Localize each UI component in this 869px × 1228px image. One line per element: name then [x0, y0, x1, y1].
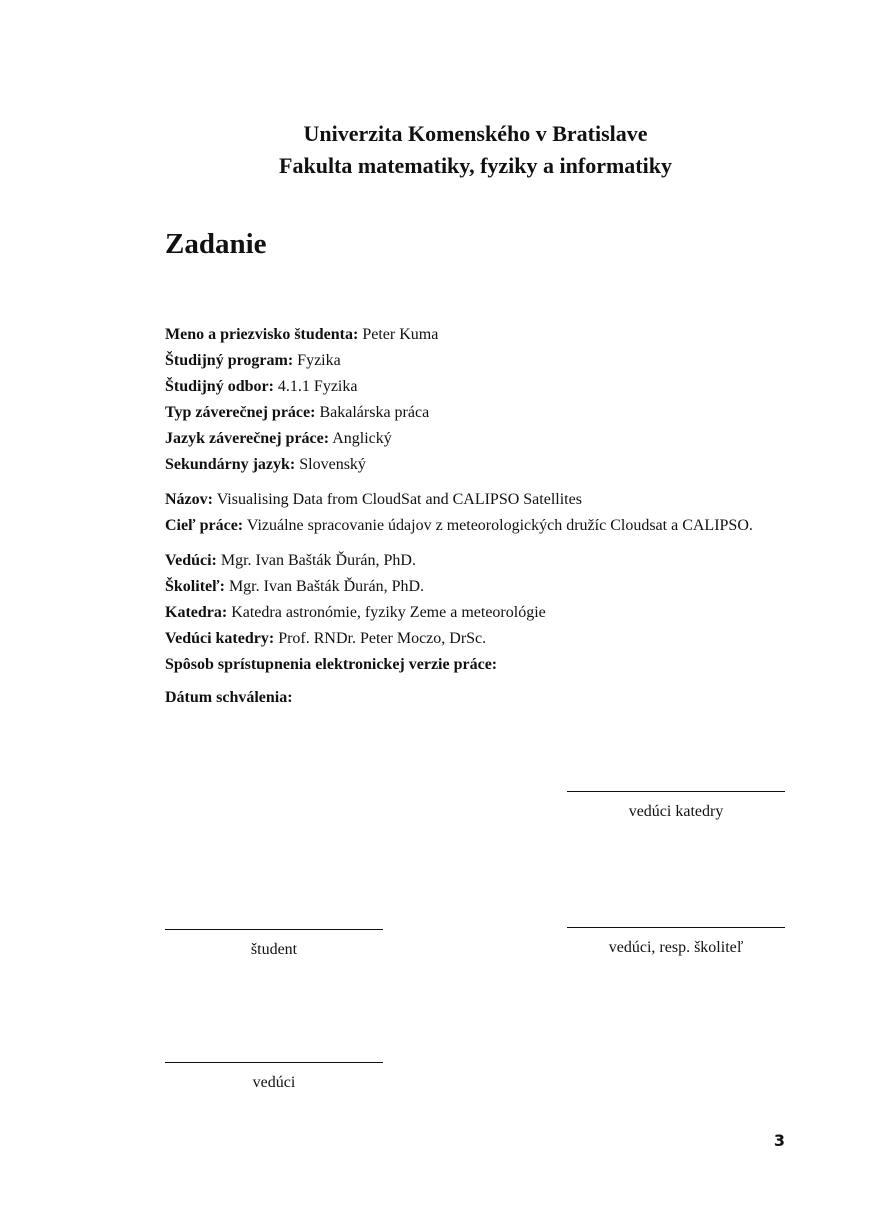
- signature-line: [165, 1062, 383, 1063]
- university-name: Univerzita Komenského v Bratislave: [303, 121, 648, 146]
- field-goal: [165, 513, 825, 539]
- field-value: Mgr. Ivan Bašták Ďurán, PhD.: [228, 578, 425, 595]
- signature-line: [567, 791, 785, 792]
- field-value: 4.1.1 Fyzika: [277, 378, 358, 395]
- field-value: Prof. RNDr. Peter Moczo, DrSc.: [278, 630, 487, 647]
- signature-caption: vedúci, resp. školiteľ: [608, 939, 744, 956]
- field-title: [165, 487, 825, 513]
- field-head-of-department: [165, 626, 825, 652]
- field-approval-date: [165, 685, 825, 711]
- field-thesis-language: [165, 426, 825, 452]
- signature-line: [165, 929, 383, 930]
- field-value: Visualising Data from CloudSat and CALIPSO Satellites: [216, 491, 582, 508]
- signature-head-of-department: [567, 791, 785, 822]
- field-label: Školiteľ:: [165, 578, 225, 595]
- field-supervisor: [165, 574, 825, 600]
- field-value: Anglický: [332, 430, 392, 447]
- field-label: Vedúci katedry:: [165, 630, 275, 647]
- field-secondary-language: [165, 452, 825, 478]
- field-label: Jazyk záverečnej práce:: [165, 430, 330, 447]
- field-value: Bakalárska práca: [319, 404, 430, 421]
- signature-caption: študent: [250, 941, 298, 958]
- field-value: Vizuálne spracovanie údajov z meteorologických družíc Cloudsat a CALIPSO.: [246, 517, 753, 534]
- field-label: Názov:: [165, 491, 213, 508]
- field-study-program: [165, 348, 825, 374]
- field-study-field: [165, 374, 825, 400]
- signature-caption: vedúci: [252, 1074, 296, 1091]
- field-value: Katedra astronómie, fyziky Zeme a meteorológie: [231, 604, 546, 621]
- field-label: Katedra:: [165, 604, 228, 621]
- field-label: Študijný program:: [165, 352, 294, 369]
- faculty-name: Fakulta matematiky, fyziky a informatiky: [279, 153, 672, 178]
- page-number: 3: [773, 1131, 785, 1150]
- signature-leader: [165, 1062, 383, 1093]
- field-label: Cieľ práce:: [165, 517, 244, 534]
- field-label: Vedúci:: [165, 552, 217, 569]
- field-access-method: [165, 652, 825, 678]
- signature-student: [165, 929, 383, 960]
- field-label: Dátum schválenia:: [165, 689, 293, 706]
- field-value: Slovenský: [299, 456, 366, 473]
- signature-supervisor: [567, 927, 785, 958]
- field-value: Mgr. Ivan Bašták Ďurán, PhD.: [220, 552, 416, 569]
- field-label: Spôsob sprístupnenia elektronickej verzie práce:: [165, 656, 498, 673]
- page-title: Zadanie: [165, 228, 267, 260]
- field-value: Fyzika: [297, 352, 341, 369]
- field-value: Peter Kuma: [362, 326, 439, 343]
- field-thesis-type: [165, 400, 825, 426]
- field-student-name: [165, 322, 825, 348]
- signature-caption: vedúci katedry: [628, 803, 724, 820]
- field-label: Typ záverečnej práce:: [165, 404, 316, 421]
- field-label: Sekundárny jazyk:: [165, 456, 296, 473]
- field-department: [165, 600, 825, 626]
- document-header: [0, 118, 869, 182]
- assignment-fields: [165, 322, 825, 711]
- field-label: Študijný odbor:: [165, 378, 274, 395]
- field-leader: [165, 548, 825, 574]
- field-label: Meno a priezvisko študenta:: [165, 326, 359, 343]
- signature-line: [567, 927, 785, 928]
